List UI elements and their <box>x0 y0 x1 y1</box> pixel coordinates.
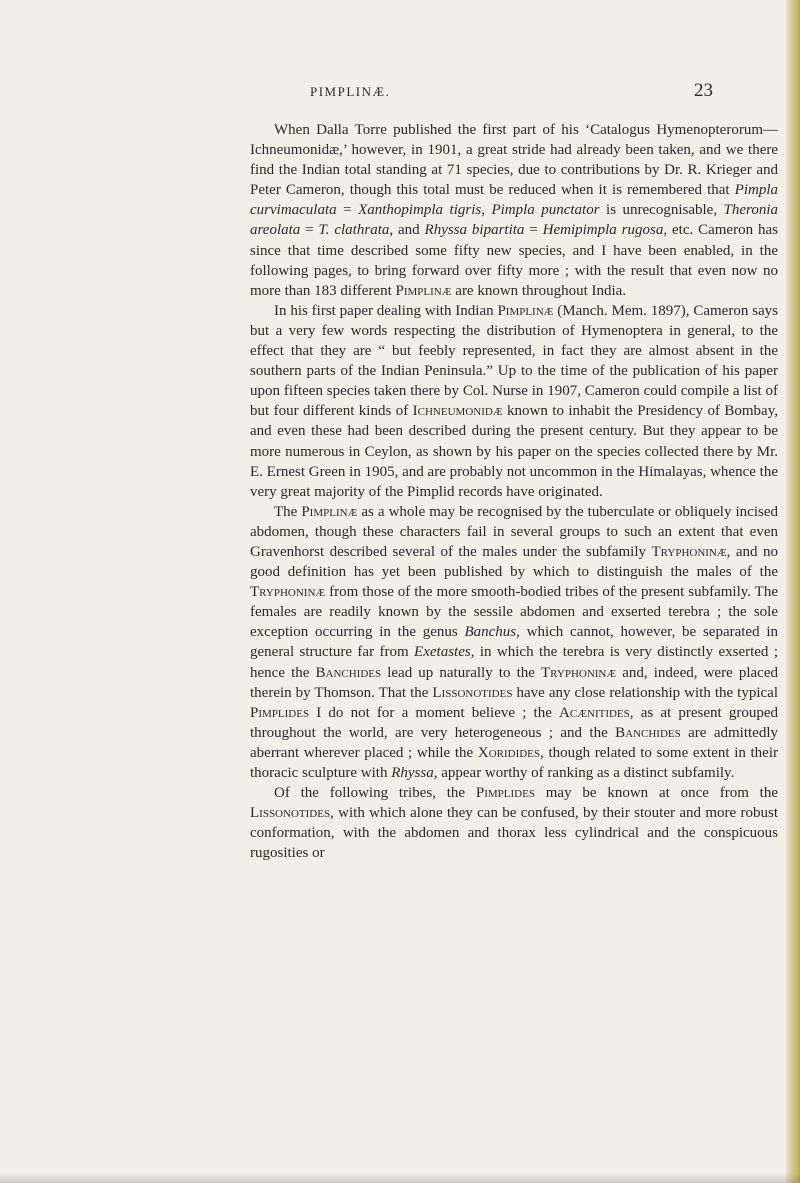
italic-term: Theronia areolata <box>250 202 778 239</box>
text-run: is unrecognisable, <box>599 202 724 219</box>
paragraph <box>250 120 778 301</box>
text-run: , as at present grouped throughout the world, are very heterogeneous ; and the <box>250 704 778 741</box>
text-run: and, indeed, were placed therein by Thomson. That the <box>250 664 778 701</box>
text-run: lead up naturally to the <box>381 664 541 681</box>
italic-term: Rhyssa <box>391 765 434 781</box>
italic-term: Hemipimpla rugosa <box>542 222 664 239</box>
text-run: may be known at once from the <box>534 785 778 802</box>
small-caps-term: Pimplinæ <box>301 503 358 520</box>
text-run: , with which alone they can be confused, by their stouter and more robust conformation, with the abdomen and thorax less cylindrical and the conspicuous rugosities or <box>250 805 778 862</box>
text-run: as a whole may be recognised by the tuberculate or obliquely incised abdomen, though these characters fail in several groups to such an extent that even Gravenhorst described several of the males under the subfamily <box>250 503 778 560</box>
italic-term: Pimpla curvimaculata <box>250 182 778 219</box>
page-edge <box>786 0 800 1183</box>
italic-term: Xanthopimpla tigris <box>358 202 482 219</box>
running-head: PIMPLINÆ. <box>310 84 391 99</box>
text-run: , and <box>389 222 425 239</box>
text-run: are known throughout India. <box>451 282 627 299</box>
text-run: from those of the more smooth-bodied tribes of the present subfamily. The females are readily known by the sessile abdomen and exserted terebra ; the sole exception occurring in the genus <box>250 584 778 641</box>
italic-term: Exetastes <box>414 644 471 661</box>
italic-term: Rhyssa bipartita <box>424 222 525 239</box>
text-run: = <box>336 202 359 219</box>
italic-term: T. clathrata <box>318 222 390 239</box>
text-run: In his first paper dealing with Indian <box>274 302 498 319</box>
text-run: When Dalla Torre published the first part of his ‘Catalogus Hymenopterorum—Ichneumonidæ,’ however, in 1901, a great stride had already been taken, and we there find the Indian total standing at 71 species, due to contributions by Dr. R. Krieger and Peter Cameron, though this total must be reduced when it is remembered that <box>250 122 778 199</box>
text-run: have any close relationship with the typical <box>512 684 778 701</box>
small-caps-term: Lissonotides <box>250 805 331 822</box>
text-run: known to inhabit the Presidency of Bombay, and even these had been described during the present century. But they appear to be more numerous in Ceylon, as shown by his paper on the species collected there by Mr. E. Ernest Green in 1905, and are probably not uncommon in the Himalayas, whence the very great majority of the Pimplid records have originated. <box>250 403 778 500</box>
small-caps-term: Pimplinæ <box>395 282 452 299</box>
body-text <box>250 120 778 863</box>
small-caps-term: Tryphoninæ <box>540 664 617 681</box>
text-run: = <box>300 222 319 239</box>
italic-term: Pimpla punctator <box>491 202 600 219</box>
text-run: , in which the terebra is very distinctly exserted ; hence the <box>250 644 778 681</box>
page-shadow <box>0 1173 800 1183</box>
text-run: , and no good definition has yet been published by which to distinguish the males of the <box>250 543 778 581</box>
small-caps-term: Xoridides <box>477 744 541 761</box>
text-run: I do not for a moment believe ; the <box>309 704 560 721</box>
paragraph <box>250 783 778 863</box>
small-caps-term: Tryphoninæ <box>250 584 326 601</box>
small-caps-term: Pimplides <box>475 785 535 802</box>
text-run: , though related to some extent in their thoracic sculpture with <box>250 744 779 781</box>
text-run: , which cannot, however, be separated in general structure far from <box>250 624 778 661</box>
small-caps-term: Pimplinæ <box>497 302 554 319</box>
small-caps-term: Acænitides <box>559 704 630 721</box>
small-caps-term: Tryphoninæ <box>651 543 727 560</box>
page-number: 23 <box>694 80 713 101</box>
text-run: , appear worthy of ranking as a distinct subfamily. <box>433 765 735 781</box>
paragraph <box>250 502 778 783</box>
text-run: Of the following tribes, the <box>274 785 476 802</box>
text-run: The <box>274 503 302 520</box>
text-run: , etc. Cameron has since that time described some fifty new species, and I have been enabled, in the following pages, to bring forward over fifty more ; with the result that even now no more than 183 different <box>250 222 778 299</box>
italic-term: Banchus <box>464 624 517 641</box>
paragraph <box>250 301 778 502</box>
small-caps-term: Banchides <box>615 724 681 741</box>
small-caps-term: Pimplides <box>250 704 310 721</box>
text-run: = <box>524 222 543 239</box>
text-run: are admittedly aberrant wherever placed ; while the <box>250 724 778 761</box>
small-caps-term: Banchides <box>315 664 382 681</box>
small-caps-term: Ichneumonidæ <box>412 403 503 420</box>
small-caps-term: Lissonotides <box>432 684 513 701</box>
text-run: , <box>481 202 492 219</box>
text-run: (Manch. Mem. 1897), Cameron says but a very few words respecting the distribution of Hymenoptera in general, to the effect that they are “ but feebly represented, in fact they are almost absent in the southern parts of the Indian Peninsula.” Up to the time of the publication of his paper upon fifteen species taken there by Col. Nurse in 1907, Cameron could compile a list of but four different kinds of <box>250 302 778 420</box>
page-header <box>0 80 800 108</box>
